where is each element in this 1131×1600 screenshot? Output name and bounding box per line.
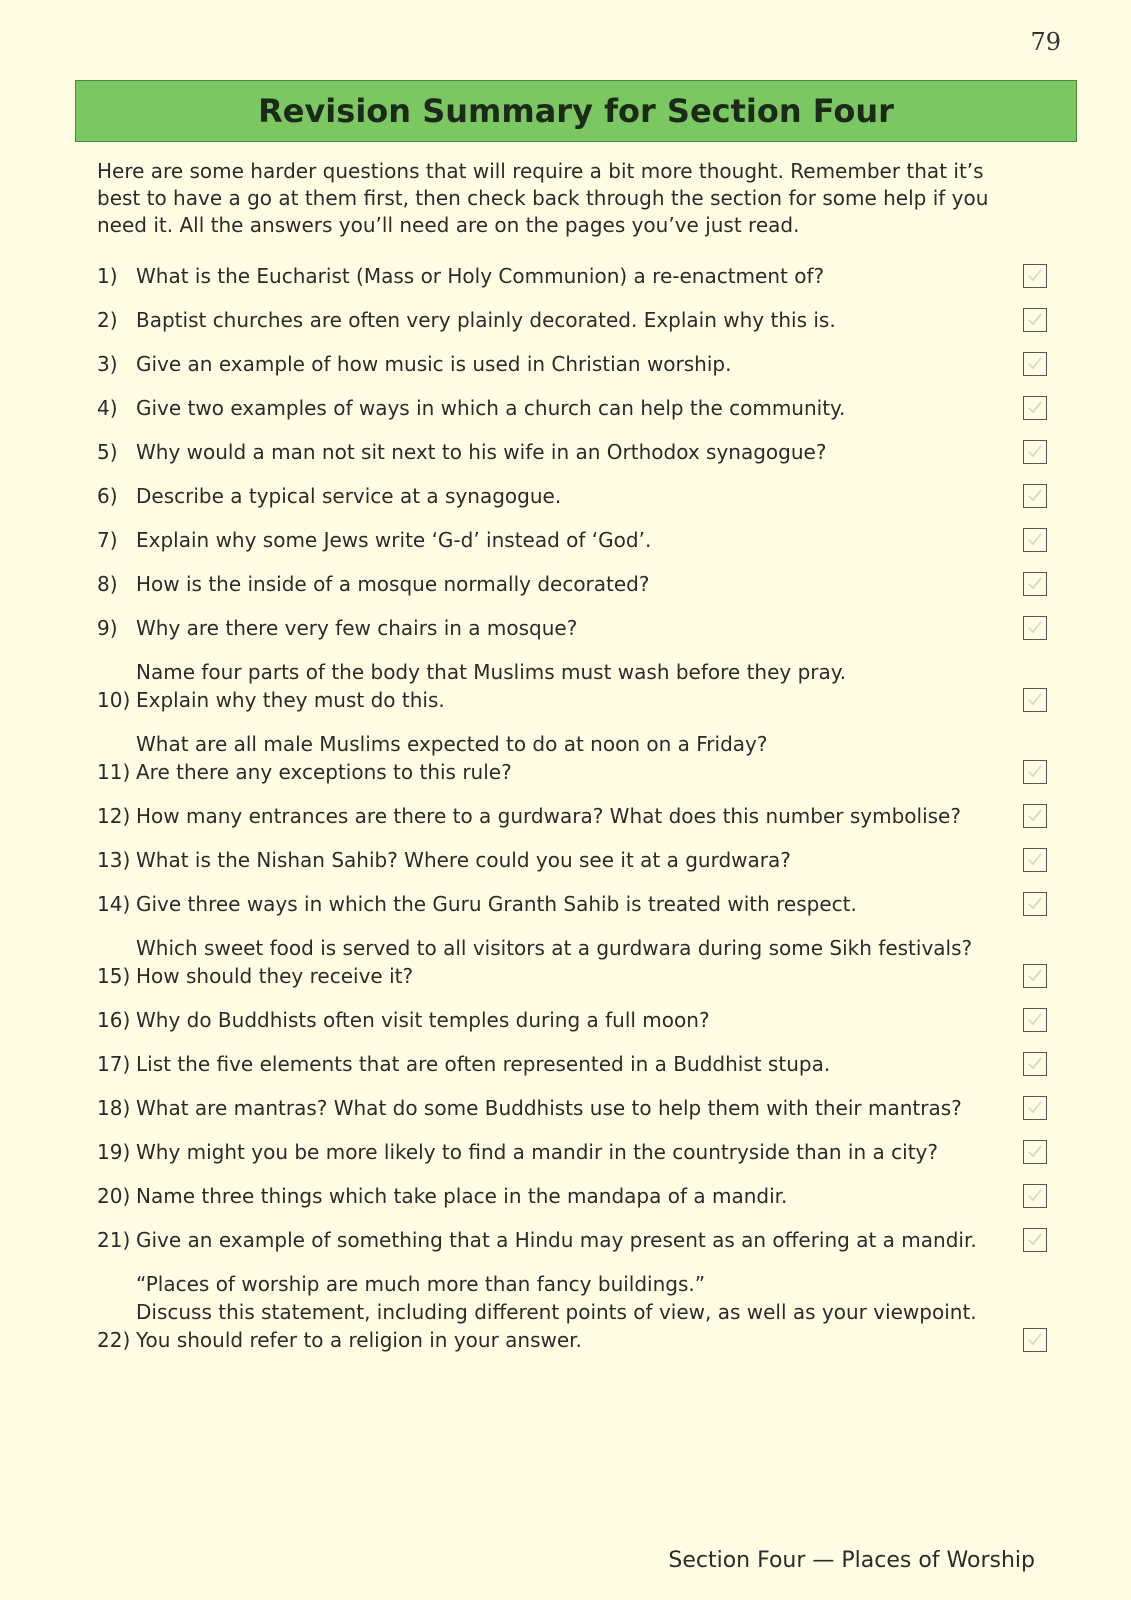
- tick-icon: [1027, 1056, 1043, 1072]
- question-checkbox[interactable]: [1023, 1096, 1047, 1120]
- question-line: Baptist churches are often very plainly decorated. Explain why this is.: [136, 308, 836, 332]
- question-number: 3): [97, 352, 118, 376]
- question-line: List the five elements that are often represented in a Buddhist stupa.: [136, 1052, 831, 1076]
- question-text: [136, 1050, 1006, 1078]
- question-line: Name four parts of the body that Muslims must wash before they pray.: [136, 660, 847, 684]
- tick-icon: [1027, 896, 1043, 912]
- tick-icon: [1027, 968, 1043, 984]
- question-checkbox[interactable]: [1023, 964, 1047, 988]
- question-line: Why might you be more likely to find a mandir in the countryside than in a city?: [136, 1140, 938, 1164]
- question-line: How should they receive it?: [136, 964, 414, 988]
- question-number: 12): [97, 804, 131, 828]
- question-line: “Places of worship are much more than fancy buildings.”: [136, 1272, 706, 1296]
- tick-icon: [1027, 488, 1043, 504]
- intro-paragraph: Here are some harder questions that will require a bit more thought. Remember that it’s best to have a go at them first, then check back through the section for some help if you need it. All the answers you’ll need are on the pages you’ve just read.: [97, 159, 989, 237]
- tick-icon: [1027, 692, 1043, 708]
- question-text: [136, 350, 1006, 378]
- question-line: Give two examples of ways in which a church can help the community.: [136, 396, 846, 420]
- question-checkbox[interactable]: [1023, 804, 1047, 828]
- question-number: 21): [97, 1228, 131, 1252]
- question-line: Explain why they must do this.: [136, 688, 445, 712]
- question-checkbox[interactable]: [1023, 1140, 1047, 1164]
- question-item: [97, 1094, 1057, 1122]
- question-checkbox[interactable]: [1023, 688, 1047, 712]
- question-line: Are there any exceptions to this rule?: [136, 760, 512, 784]
- question-item: [97, 890, 1057, 918]
- tick-icon: [1027, 268, 1043, 284]
- question-number: 4): [97, 396, 118, 420]
- question-number: 9): [97, 616, 118, 640]
- question-checkbox[interactable]: [1023, 352, 1047, 376]
- question-item: [97, 730, 1057, 786]
- question-text: [136, 614, 1006, 642]
- tick-icon: [1027, 312, 1043, 328]
- question-checkbox[interactable]: [1023, 528, 1047, 552]
- question-line: Why would a man not sit next to his wife in an Orthodox synagogue?: [136, 440, 827, 464]
- section-footer: Section Four — Places of Worship: [668, 1548, 1035, 1573]
- question-number: 19): [97, 1140, 131, 1164]
- question-number: 8): [97, 572, 118, 596]
- tick-icon: [1027, 576, 1043, 592]
- question-text: [136, 846, 1006, 874]
- tick-icon: [1027, 400, 1043, 416]
- question-text: [136, 802, 1006, 830]
- question-checkbox[interactable]: [1023, 1184, 1047, 1208]
- question-item: [97, 802, 1057, 830]
- question-line: How is the inside of a mosque normally decorated?: [136, 572, 650, 596]
- question-number: 6): [97, 484, 118, 508]
- question-text: [136, 890, 1006, 918]
- tick-icon: [1027, 532, 1043, 548]
- question-checkbox[interactable]: [1023, 1228, 1047, 1252]
- question-number: 15): [97, 964, 131, 988]
- question-number: 13): [97, 848, 131, 872]
- question-line: What is the Eucharist (Mass or Holy Communion) a re-enactment of?: [136, 264, 825, 288]
- question-text: [136, 730, 1006, 786]
- question-item: [97, 934, 1057, 990]
- question-line: Give three ways in which the Guru Granth Sahib is treated with respect.: [136, 892, 857, 916]
- question-item: [97, 846, 1057, 874]
- question-item: [97, 350, 1057, 378]
- question-item: [97, 658, 1057, 714]
- tick-icon: [1027, 852, 1043, 868]
- question-checkbox[interactable]: [1023, 484, 1047, 508]
- question-item: [97, 570, 1057, 598]
- question-line: You should refer to a religion in your answer.: [136, 1328, 582, 1352]
- question-line: Give an example of how music is used in Christian worship.: [136, 352, 732, 376]
- question-item: [97, 1006, 1057, 1034]
- question-item: [97, 438, 1057, 466]
- question-item: [97, 1270, 1057, 1354]
- question-checkbox[interactable]: [1023, 396, 1047, 420]
- question-number: 2): [97, 308, 118, 332]
- question-checkbox[interactable]: [1023, 572, 1047, 596]
- question-text: [136, 1006, 1006, 1034]
- question-number: 14): [97, 892, 131, 916]
- question-line: What are mantras? What do some Buddhists use to help them with their mantras?: [136, 1096, 962, 1120]
- question-text: [136, 934, 1006, 990]
- tick-icon: [1027, 444, 1043, 460]
- question-number: 11): [97, 760, 131, 784]
- question-line: Discuss this statement, including different points of view, as well as your viewpoint.: [136, 1300, 977, 1324]
- question-checkbox[interactable]: [1023, 1052, 1047, 1076]
- question-item: [97, 1050, 1057, 1078]
- question-text: [136, 1226, 1006, 1254]
- question-checkbox[interactable]: [1023, 1328, 1047, 1352]
- question-number: 10): [97, 688, 131, 712]
- tick-icon: [1027, 1232, 1043, 1248]
- question-item: [97, 482, 1057, 510]
- tick-icon: [1027, 1188, 1043, 1204]
- question-number: 18): [97, 1096, 131, 1120]
- question-text: [136, 658, 1006, 714]
- question-line: What is the Nishan Sahib? Where could you see it at a gurdwara?: [136, 848, 791, 872]
- question-number: 7): [97, 528, 118, 552]
- question-number: 17): [97, 1052, 131, 1076]
- page-title: Revision Summary for Section Four: [258, 92, 894, 130]
- question-text: [136, 1094, 1006, 1122]
- question-line: How many entrances are there to a gurdwara? What does this number symbolise?: [136, 804, 961, 828]
- question-item: [97, 262, 1057, 290]
- question-item: [97, 1226, 1057, 1254]
- question-number: 20): [97, 1184, 131, 1208]
- question-text: [136, 482, 1006, 510]
- tick-icon: [1027, 356, 1043, 372]
- question-checkbox[interactable]: [1023, 892, 1047, 916]
- tick-icon: [1027, 1100, 1043, 1116]
- tick-icon: [1027, 808, 1043, 824]
- question-number: 16): [97, 1008, 131, 1032]
- question-text: [136, 1138, 1006, 1166]
- tick-icon: [1027, 764, 1043, 780]
- question-line: Why are there very few chairs in a mosque?: [136, 616, 578, 640]
- question-text: [136, 1270, 1006, 1354]
- question-item: [97, 526, 1057, 554]
- question-checkbox[interactable]: [1023, 264, 1047, 288]
- question-checkbox[interactable]: [1023, 1008, 1047, 1032]
- question-number: 5): [97, 440, 118, 464]
- question-item: [97, 614, 1057, 642]
- question-line: What are all male Muslims expected to do at noon on a Friday?: [136, 732, 768, 756]
- question-checkbox[interactable]: [1023, 760, 1047, 784]
- tick-icon: [1027, 1144, 1043, 1160]
- question-text: [136, 1182, 1006, 1210]
- question-item: [97, 306, 1057, 334]
- question-text: [136, 438, 1006, 466]
- question-checkbox[interactable]: [1023, 848, 1047, 872]
- question-line: Give an example of something that a Hindu may present as an offering at a mandir.: [136, 1228, 977, 1252]
- tick-icon: [1027, 1012, 1043, 1028]
- tick-icon: [1027, 620, 1043, 636]
- question-checkbox[interactable]: [1023, 616, 1047, 640]
- question-item: [97, 1182, 1057, 1210]
- question-text: [136, 526, 1006, 554]
- question-item: [97, 1138, 1057, 1166]
- question-checkbox[interactable]: [1023, 440, 1047, 464]
- question-text: [136, 306, 1006, 334]
- question-line: Explain why some Jews write ‘G-d’ instead of ‘God’.: [136, 528, 652, 552]
- question-line: Describe a typical service at a synagogue.: [136, 484, 562, 508]
- question-line: Name three things which take place in the mandapa of a mandir.: [136, 1184, 788, 1208]
- question-item: [97, 394, 1057, 422]
- question-line: Which sweet food is served to all visitors at a gurdwara during some Sikh festivals?: [136, 936, 973, 960]
- question-text: [136, 262, 1006, 290]
- question-line: Why do Buddhists often visit temples during a full moon?: [136, 1008, 710, 1032]
- page-number: 79: [1030, 28, 1061, 56]
- question-list: [97, 262, 1057, 1370]
- tick-icon: [1027, 1332, 1043, 1348]
- question-text: [136, 570, 1006, 598]
- question-checkbox[interactable]: [1023, 308, 1047, 332]
- question-number: 22): [97, 1328, 131, 1352]
- title-banner: [75, 80, 1077, 142]
- question-text: [136, 394, 1006, 422]
- question-number: 1): [97, 264, 118, 288]
